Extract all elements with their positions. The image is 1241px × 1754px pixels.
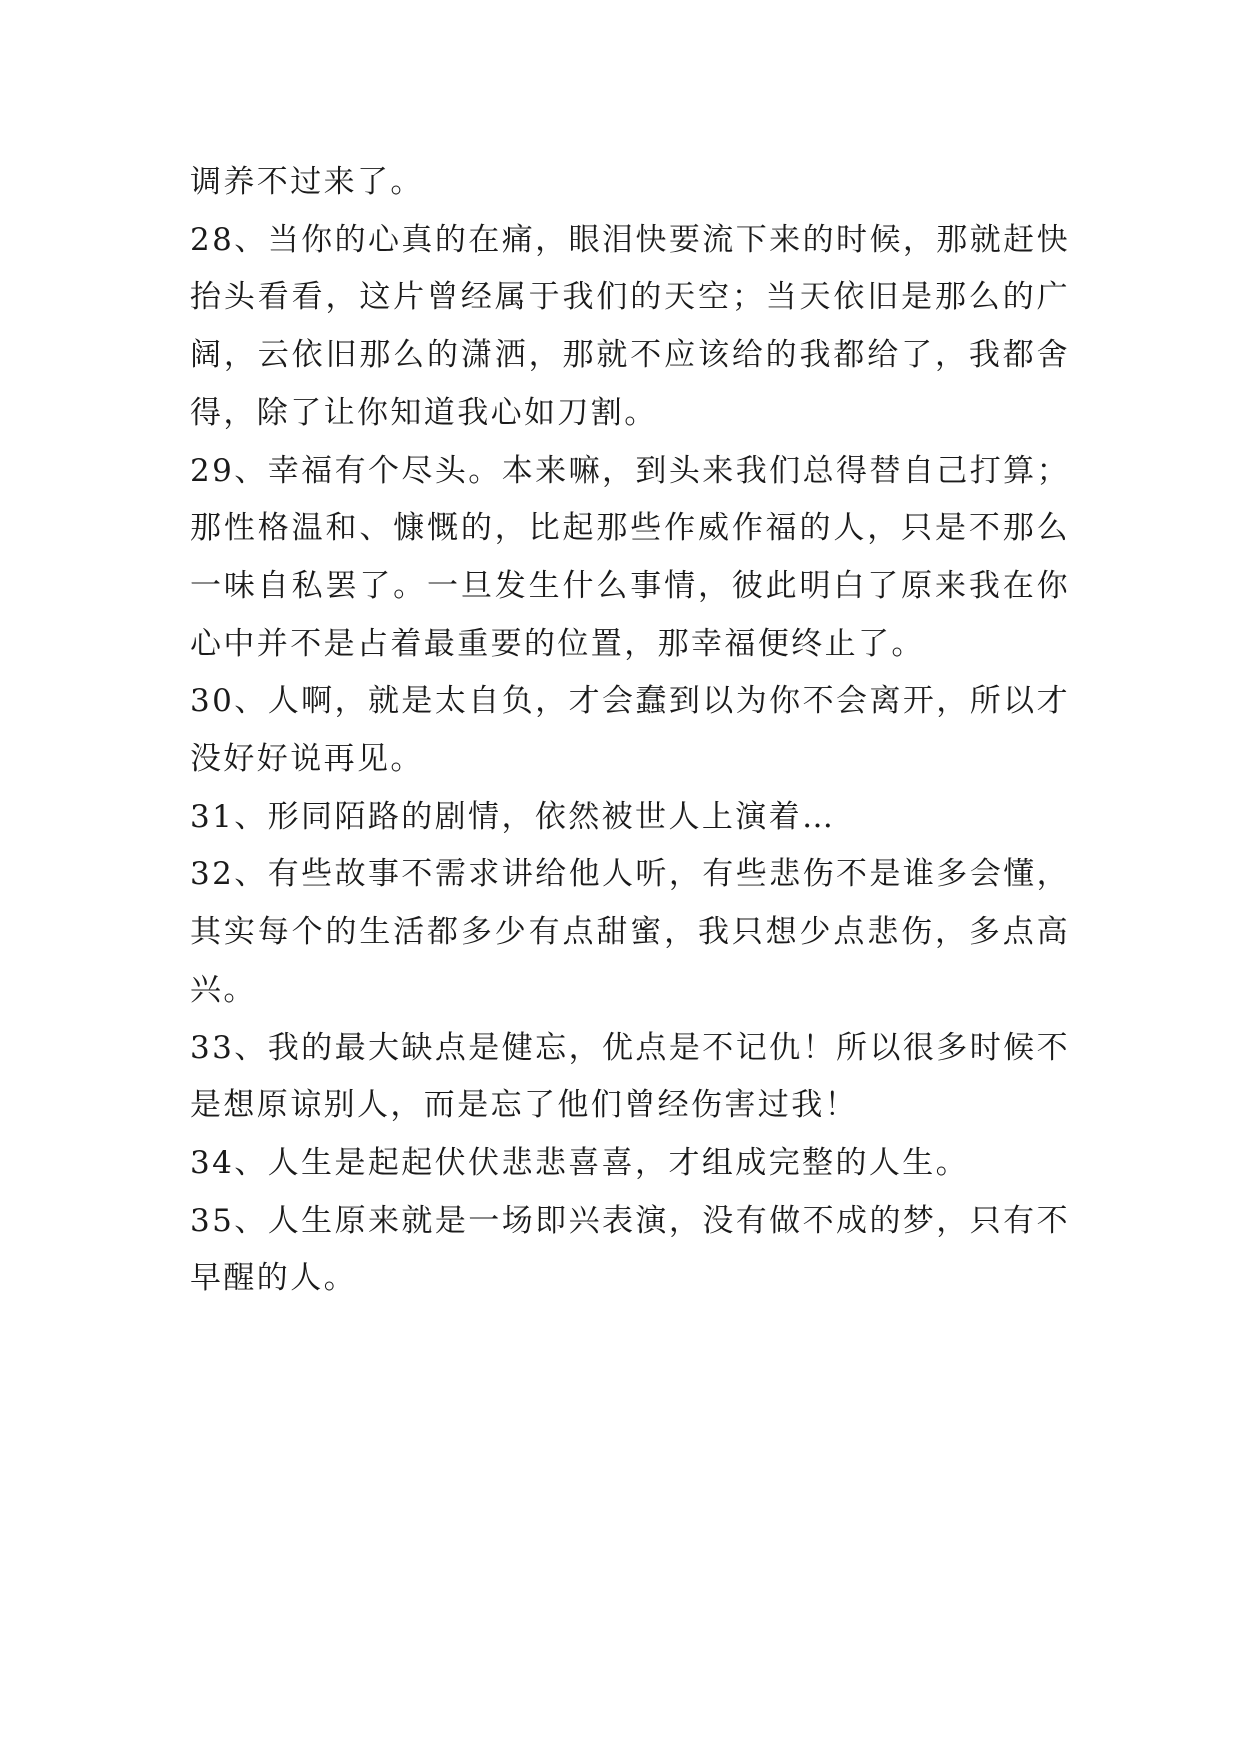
- paragraph-33: 33、我的最大缺点是健忘，优点是不记仇！所以很多时候不是想原谅别人，而是忘了他们曾经伤害过我！: [190, 1029, 1070, 1124]
- document-body: [190, 154, 1070, 1308]
- paragraph-continuation: 调养不过来了。: [190, 164, 424, 200]
- paragraph-32: 32、有些故事不需求讲给他人听，有些悲伤不是谁多会懂，其实每个的生活都多少有点甜蜜，我只想少点悲伤，多点高兴。: [190, 856, 1070, 1008]
- paragraph-30: 30、人啊，就是太自负，才会蠢到以为你不会离开，所以才没好好说再见。: [190, 683, 1070, 778]
- paragraph-35: 35、人生原来就是一场即兴表演，没有做不成的梦，只有不早醒的人。: [190, 1202, 1070, 1297]
- paragraph-31: 31、形同陌路的剧情，依然被世人上演着…: [190, 798, 836, 835]
- paragraph-28: 28、当你的心真的在痛，眼泪快要流下来的时候，那就赶快抬头看看，这片曾经属于我们的天空；当天依旧是那么的广阔，云依旧那么的潇洒，那就不应该给的我都给了，我都舍得，除了让你知道我心如刀割。: [190, 221, 1070, 431]
- paragraph-34: 34、人生是起起伏伏悲悲喜喜，才组成完整的人生。: [190, 1144, 970, 1181]
- paragraph-29: 29、幸福有个尽头。本来嘛，到头来我们总得替自己打算；那性格温和、慷慨的，比起那些作威作福的人，只是不那么一味自私罢了。一旦发生什么事情，彼此明白了原来我在你心中并不是占着最重要的位置，那幸福便终止了。: [190, 452, 1070, 662]
